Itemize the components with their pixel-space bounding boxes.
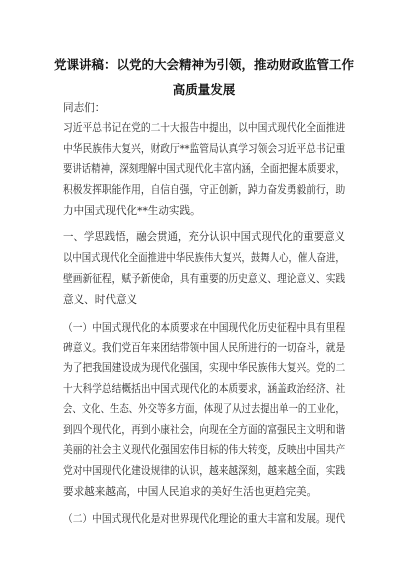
subsection-one-line: 为了把我国建设成为现代化强国，实现中华民族伟大复兴。党的二 <box>63 362 346 374</box>
paragraph-line: 习近平总书记在党的二十大报告中提出，以中国式现代化全面推进 <box>63 122 346 134</box>
document-title-line-2: 高质量发展 <box>172 82 236 97</box>
paragraph-line: 积极发挥职能作用，自信自强，守正创新，踔力奋发勇毅前行，助 <box>63 184 346 196</box>
subsection-one-line: 到四个现代化，再到小康社会，向现在全方面的富强民主文明和谐 <box>63 424 346 436</box>
subsection-one-line: 十大科学总结概括出中国式现代化的本质要求，涵盖政治经济、社 <box>63 383 346 395</box>
section-one-heading: 一、学思践悟，融会贯通，充分认识中国式现代化的重要意义 <box>63 231 346 243</box>
subsection-one-line: 党对中国现代化建设规律的认识，越来越深刻，越来越全面，实践 <box>63 465 346 477</box>
section-one-line: 壁画新征程，赋予新使命，具有重要的历史意义、理论意义、实践 <box>63 273 346 285</box>
paragraph-line: 要讲话精神，深刻理解中国式现代化丰富内涵，全面把握本质要求， <box>63 163 345 175</box>
subsection-two-line: （二）中国式现代化是对世界现代化理论的重大丰富和发展。现代 <box>63 513 346 525</box>
subsection-one-line: 会、文化、生态、外交等多方面，体现了从过去提出单一的工业化， <box>63 403 345 415</box>
subsection-one-line: 碑意义。我们党百年来团结带领中国人民所进行的一切奋斗，就是 <box>63 342 346 354</box>
section-one-line: 以中国式现代化全面推进中华民族伟大复兴，鼓舞人心，催人奋进， <box>63 252 345 264</box>
salutation: 同志们： <box>63 102 106 114</box>
section-one-line: 意义、时代意义 <box>63 294 138 306</box>
subsection-one-line: 要求越来越高，中国人民追求的美好生活也更趋完美。 <box>63 486 318 498</box>
document-title-line-1: 党课讲稿：以党的大会精神为引领，推动财政监管工作 <box>53 57 354 72</box>
paragraph-line: 中华民族伟大复兴，财政厅**监管局认真学习领会习近平总书记重 <box>63 143 346 155</box>
subsection-one-line: 美丽的社会主义现代化强国宏伟目标的伟大转变，反映出中国共产 <box>63 444 346 456</box>
paragraph-line: 力中国式现代化**生动实践。 <box>63 205 201 217</box>
subsection-one-line: （一）中国式现代化的本质要求在中国现代化历史征程中具有里程 <box>63 322 346 334</box>
